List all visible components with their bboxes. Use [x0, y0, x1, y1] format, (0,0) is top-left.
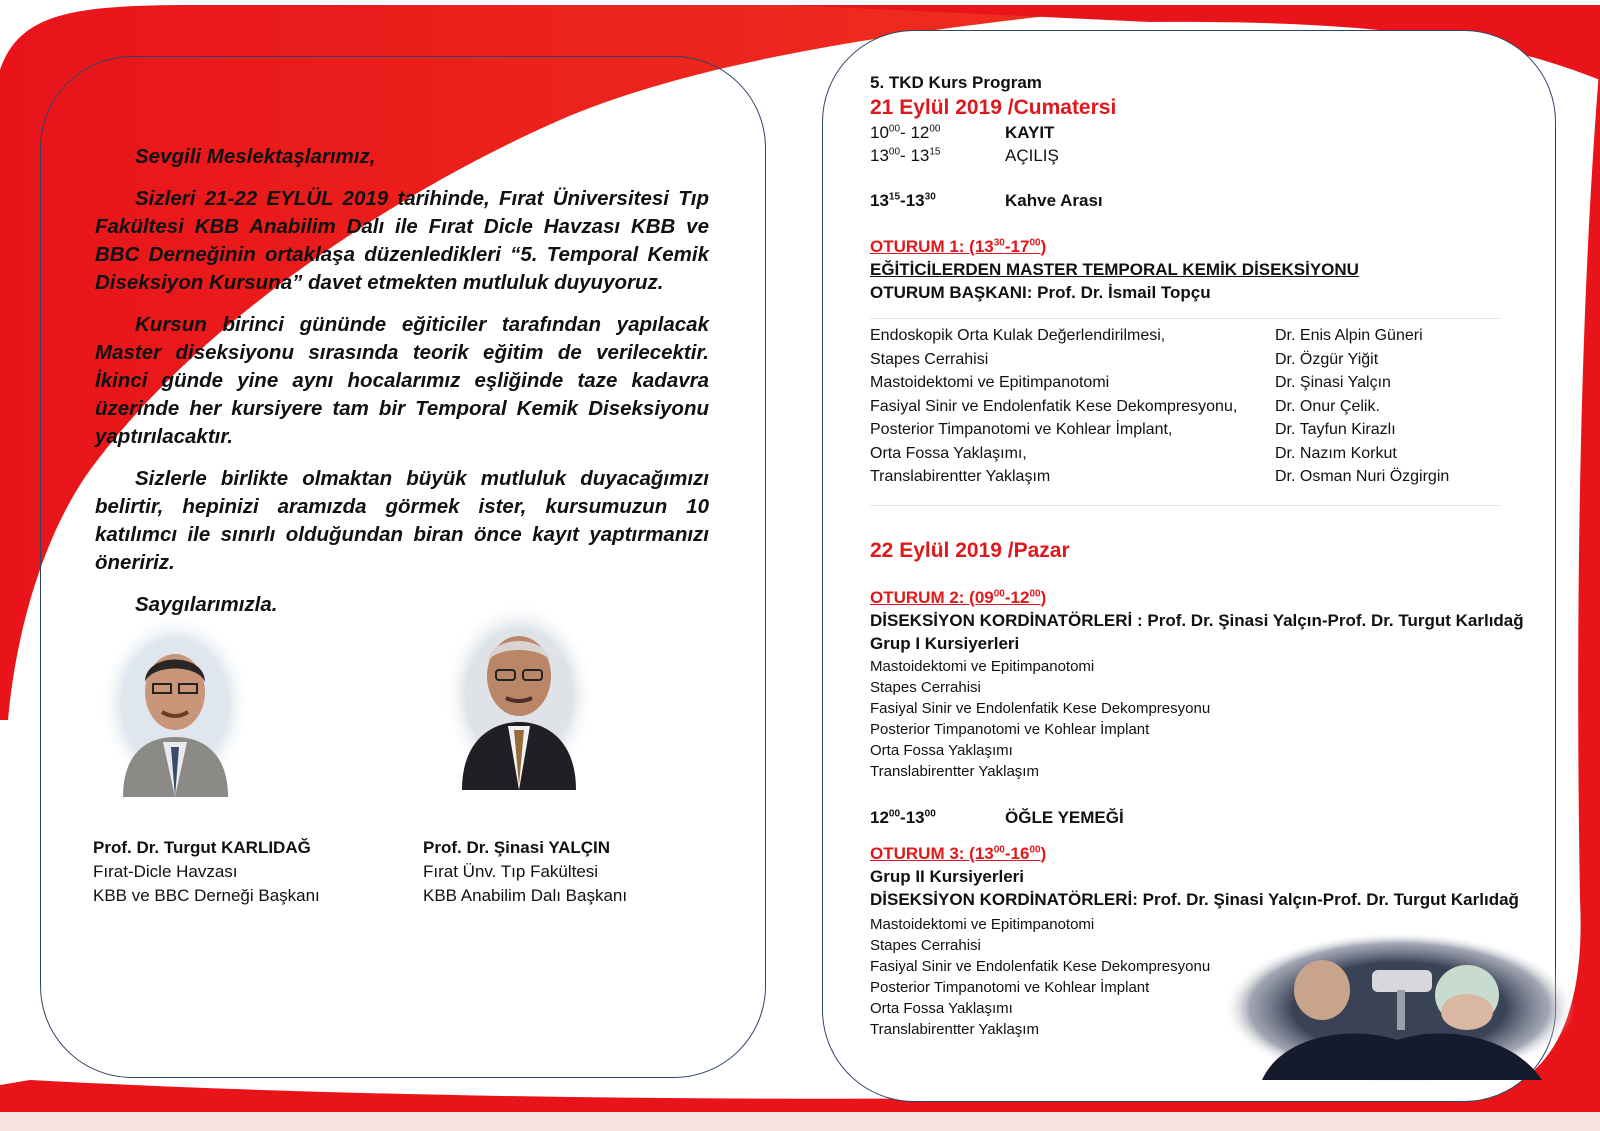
schedule-row-opening: $13^{00}-$ $13^{15}$ [870, 146, 941, 165]
list-item: Stapes Cerrahisi [870, 350, 989, 368]
list-item: Translabirentter Yaklaşım [870, 1021, 1039, 1038]
program-title: 5. TKD Kurs Program [870, 73, 1042, 92]
session-3-heading: OTURUM 3: $(13^{00}-16^{00})$ [870, 844, 1047, 863]
divider [870, 505, 1500, 506]
schedule-label-lunch: ÖĞLE YEMEĞİ [1005, 808, 1124, 827]
list-item: Posterior Timpanotomi ve Kohlear İmplant, [870, 421, 1173, 438]
letter-paragraph-1: Sizleri 21-22 EYLÜL 2019 tarihinde, Fırat Üniversitesi Tıp Fakültesi KBB Anabilim Dalı ile Fırat Dicle Havzası KBB ve BBC Derneğinin ortaklaşa düzenledikleri “5. Temporal Kemik Diseksiyon Kursuna” davet etmekten mutluluk duyuyoruz. [95, 187, 709, 294]
schedule-row-lunch: $12^{00}-13^{00}$ [870, 808, 936, 827]
schedule-label-opening: AÇILIŞ [1005, 146, 1059, 165]
session-1-speakers [1275, 324, 1449, 489]
list-item: Mastoidektomi ve Epitimpanotomi [870, 916, 1095, 933]
list-item: Endoskopik Orta Kulak Değerlendirilmesi, [870, 327, 1166, 344]
invitation-letter [95, 143, 709, 619]
session-3-coordinators: DİSEKSİYON KORDİNATÖRLERİ: Prof. Dr. Şinasi Yalçın-Prof. Dr. Turgut Karlıdağ [870, 890, 1519, 909]
list-item: Dr. Enis Alpin Güneri [1275, 327, 1423, 344]
list-item: Orta Fossa Yaklaşımı [870, 742, 1013, 759]
list-item: Dr. Şinasi Yalçın [1275, 374, 1391, 391]
signature-line-1: Fırat Ünv. Tıp Fakültesi [423, 862, 599, 881]
list-item: Orta Fossa Yaklaşımı [870, 1000, 1013, 1017]
list-item: Fasiyal Sinir ve Endolenfatik Kese Dekompresyonu [870, 958, 1211, 975]
letter-paragraph-3: Sizlerle birlikte olmaktan büyük mutluluk duyacağımızı belirtir, hepinizi aramızda görmek ister, kursumuzun 10 katılımcı ile sınırlı olduğundan biran önce kayıt yaptırmanızı öneririz. [95, 467, 709, 574]
signature-name: Prof. Dr. Turgut KARLIDAĞ [93, 838, 311, 857]
list-item: Translabirentter Yaklaşım [870, 468, 1051, 485]
signature-name: Prof. Dr. Şinasi YALÇIN [423, 838, 611, 857]
portrait-karlidag [98, 612, 253, 797]
list-item: Stapes Cerrahisi [870, 937, 981, 954]
list-item: Dr. Osman Nuri Özgirgin [1275, 468, 1450, 485]
letter-greeting: Sevgili Meslektaşlarımız, [135, 145, 376, 168]
signature-line-2: KBB Anabilim Dalı Başkanı [423, 886, 628, 905]
list-item: Mastoidektomi ve Epitimpanotomi [870, 374, 1110, 391]
session-2-heading: OTURUM 2: $(09^{00}-12^{00})$ [870, 588, 1047, 607]
day2-date: 22 Eylül 2019 /Pazar [870, 539, 1070, 562]
schedule-label-registration: KAYIT [1005, 123, 1055, 142]
signature-line-1: Fırat-Dicle Havzası [93, 862, 238, 881]
session-3-topics [870, 914, 1210, 1040]
list-item: Fasiyal Sinir ve Endolenfatik Kese Dekompresyonu [870, 700, 1211, 717]
session-1-chair: OTURUM BAŞKANI: Prof. Dr. İsmail Topçu [870, 283, 1211, 302]
letter-closing: Saygılarımızla. [135, 593, 278, 616]
session-3-group: Grup II Kursiyerleri [870, 867, 1024, 886]
list-item: Dr. Tayfun Kirazlı [1275, 421, 1396, 438]
divider [870, 318, 1500, 319]
list-item: Dr. Onur Çelik. [1275, 397, 1380, 415]
list-item: Posterior Timpanotomi ve Kohlear İmplant [870, 721, 1150, 738]
session-2-coordinators: DİSEKSİYON KORDİNATÖRLERİ : Prof. Dr. Şinasi Yalçın-Prof. Dr. Turgut Karlıdağ [870, 611, 1524, 630]
portrait-yalcin [442, 600, 597, 790]
list-item: Dr. Özgür Yiğit [1275, 350, 1379, 368]
signature-line-2: KBB ve BBC Derneği Başkanı [93, 886, 320, 905]
list-item: Posterior Timpanotomi ve Kohlear İmplant [870, 979, 1150, 996]
schedule-label-break: Kahve Arası [1005, 191, 1103, 210]
list-item: Stapes Cerrahisi [870, 679, 981, 696]
surgery-photo [1222, 930, 1577, 1085]
session-2-group: Grup I Kursiyerleri [870, 634, 1020, 653]
schedule-row-registration: $10^{00}-$ $12^{00}$ [870, 123, 941, 142]
session-1-heading: OTURUM 1: $(13^{30}-17^{00})$ [870, 237, 1047, 256]
signature-karlidag [93, 836, 320, 908]
list-item: Dr. Nazım Korkut [1275, 444, 1397, 462]
session-2-topics [870, 656, 1210, 782]
schedule-row-break: $13^{15}-13^{30}$ [870, 191, 936, 210]
list-item: Mastoidektomi ve Epitimpanotomi [870, 658, 1095, 675]
letter-paragraph-2: Kursun birinci gününde eğiticiler tarafından yapılacak Master diseksiyonu sırasında teorik eğitim de verilecektir. İkinci günde yine aynı hocalarımız eşliğinde taze kadavra üzerinde her kursiyere tam bir Temporal Kemik Diseksiyonu yaptırılacaktır. [95, 313, 709, 448]
session-1-title: EĞİTİCİLERDEN MASTER TEMPORAL KEMİK DİSEKSİYONU [870, 260, 1359, 279]
list-item: Fasiyal Sinir ve Endolenfatik Kese Dekompresyonu, [870, 397, 1238, 415]
list-item: Orta Fossa Yaklaşımı, [870, 444, 1027, 462]
list-item: Translabirentter Yaklaşım [870, 763, 1039, 780]
signature-yalcin [423, 836, 627, 908]
day1-date: 21 Eylül 2019 /Cumatersi [870, 96, 1117, 119]
session-1-topics [870, 324, 1237, 489]
